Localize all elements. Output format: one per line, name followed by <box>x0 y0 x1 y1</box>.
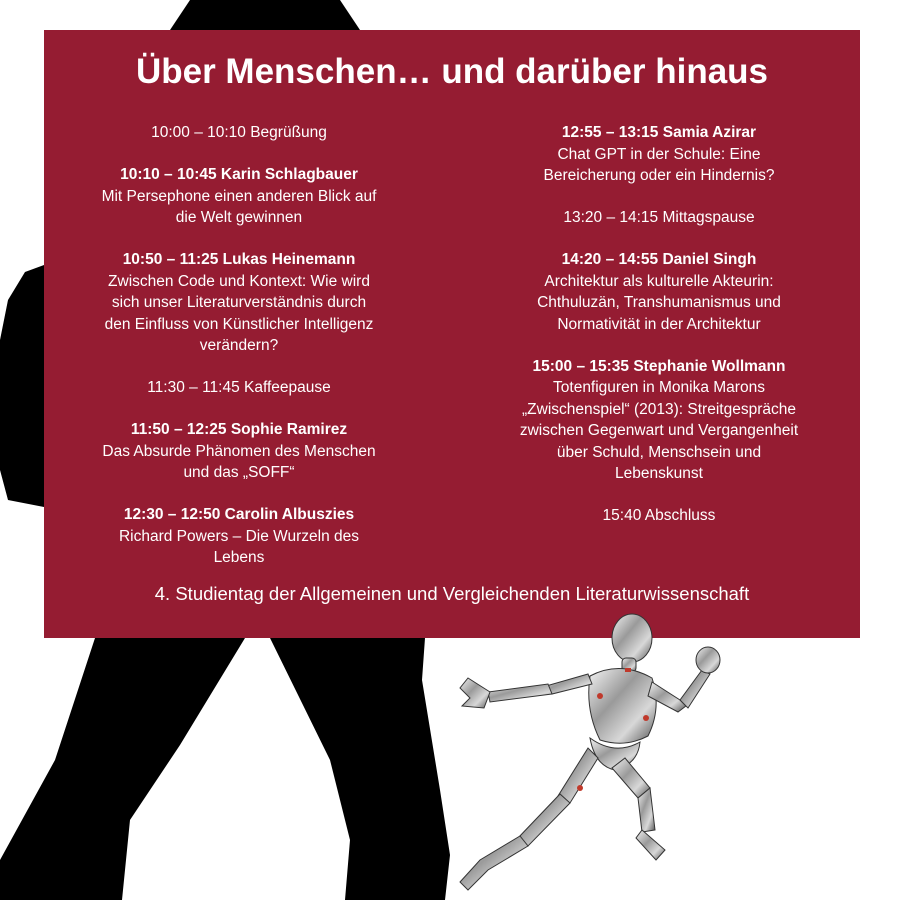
session-line: die Welt gewinnen <box>175 209 303 226</box>
session-line: Lebenskunst <box>615 465 703 482</box>
schedule-entry <box>479 122 839 187</box>
running-robot-figure <box>440 598 730 898</box>
program-poster <box>44 30 860 638</box>
session-line: verändern? <box>199 337 279 354</box>
session-line: sich unser Literaturverständnis durch <box>111 294 367 311</box>
session-line: Bereicherung oder ein Hindernis? <box>543 167 775 184</box>
session-line: „Zwischenspiel“ (2013): Streitgespräche <box>522 400 796 418</box>
schedule-entry <box>479 249 839 335</box>
session-line: und das „SOFF“ <box>183 464 295 481</box>
session-heading: 14:20 – 14:55 Daniel Singh <box>561 251 757 268</box>
footer-caption: 4. Studientag der Allgemeinen und Vergleichenden Literaturwissenschaft <box>154 583 750 604</box>
schedule-entry <box>74 377 404 399</box>
schedule-entry <box>74 249 404 357</box>
session-heading: 10:10 – 10:45 Karin Schlagbauer <box>120 166 358 183</box>
session-line: Normativität in der Architektur <box>557 315 761 333</box>
session-line: Chthuluzän, Transhumanismus und <box>537 294 781 311</box>
schedule-entry <box>74 164 404 229</box>
schedule-entry <box>74 504 404 569</box>
session-line: 13:20 – 14:15 Mittagspause <box>563 209 755 226</box>
schedule-entry <box>74 419 404 484</box>
session-heading: 12:55 – 13:15 Samia Azirar <box>561 124 757 141</box>
schedule-left-column <box>74 122 404 589</box>
session-line: 15:40 Abschluss <box>602 507 716 524</box>
session-line: den Einfluss von Künstlicher Intelligenz <box>104 315 374 333</box>
session-line: Lebens <box>213 549 265 566</box>
session-line: 10:00 – 10:10 Begrüßung <box>151 124 327 141</box>
schedule-right-column <box>479 122 839 547</box>
session-heading: 10:50 – 11:25 Lukas Heinemann <box>122 251 356 268</box>
schedule-entry <box>74 122 404 144</box>
session-heading: 12:30 – 12:50 Carolin Albuszies <box>123 506 355 523</box>
page-title: Über Menschen… und darüber hinaus <box>135 52 769 91</box>
session-line: Chat GPT in der Schule: Eine <box>557 145 761 163</box>
session-line: 11:30 – 11:45 Kaffeepause <box>147 379 331 396</box>
session-line: Mit Persephone einen anderen Blick auf <box>101 187 377 205</box>
session-heading: 15:00 – 15:35 Stephanie Wollmann <box>532 357 786 375</box>
session-line: über Schuld, Menschsein und <box>556 443 762 461</box>
session-line: Richard Powers – Die Wurzeln des <box>118 527 360 545</box>
schedule-entry <box>479 505 839 527</box>
schedule-entry <box>479 356 839 485</box>
session-line: Das Absurde Phänomen des Menschen <box>102 442 376 460</box>
session-line: Architektur als kulturelle Akteurin: <box>544 272 774 290</box>
session-heading: 11:50 – 12:25 Sophie Ramirez <box>130 421 348 438</box>
schedule-entry <box>479 207 839 229</box>
session-line: Totenfiguren in Monika Marons <box>553 379 765 396</box>
session-line: zwischen Gegenwart und Vergangenheit <box>519 422 799 439</box>
session-line: Zwischen Code und Kontext: Wie wird <box>108 272 370 290</box>
